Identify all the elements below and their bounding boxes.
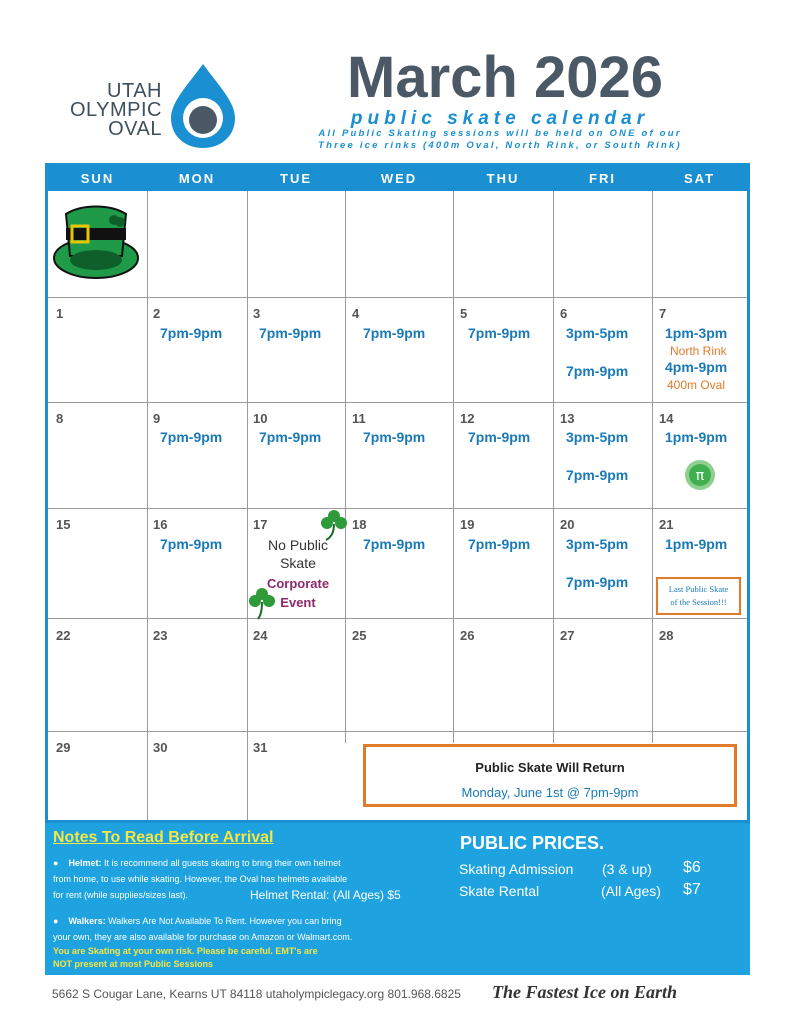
- day-number: 22: [56, 628, 71, 643]
- session-time: 7pm-9pm: [468, 325, 531, 341]
- helmet-label: Helmet:: [68, 858, 102, 868]
- session-time: 7pm-9pm: [468, 536, 531, 552]
- day-number: 5: [460, 306, 468, 321]
- weekday-sun: SUN: [80, 171, 115, 186]
- rink-note: [250, 128, 750, 152]
- contact-info: 5662 S Cougar Lane, Kearns UT 84118 utaholympiclegacy.org 801.968.6825: [52, 987, 461, 1001]
- helmet-rental-price: Helmet Rental: (All Ages) $5: [250, 888, 401, 902]
- weekday-sat: SAT: [683, 171, 716, 186]
- leprechaun-hat-icon: [52, 200, 142, 282]
- day-number: 21: [659, 517, 674, 532]
- grid-line: [453, 191, 454, 743]
- session-time: 7pm-9pm: [160, 536, 223, 552]
- rink-note-line-1: All Public Skating sessions will be held on ONE of our: [318, 128, 682, 139]
- session-time: 7pm-9pm: [566, 363, 629, 379]
- day-number: 17: [253, 517, 268, 532]
- grid-line: [652, 191, 653, 743]
- notes-and-prices-panel: [45, 823, 750, 975]
- session-time: 7pm-9pm: [363, 429, 426, 445]
- day-number: 26: [460, 628, 475, 643]
- weekday-header: [48, 166, 747, 191]
- rink-label: North Rink: [670, 344, 727, 358]
- session-time: 3pm-5pm: [566, 429, 629, 445]
- pi-day-icon: [684, 459, 716, 491]
- bullet-icon: ●: [53, 858, 69, 868]
- logo-line-1: UTAH: [107, 80, 162, 102]
- walkers-label: Walkers:: [68, 916, 106, 926]
- helmet-text-2: from home, to use while skating. However, the Oval has helmets available: [53, 874, 348, 884]
- day-number: 19: [460, 517, 475, 532]
- day-number: 15: [56, 517, 71, 532]
- walkers-note: [53, 913, 453, 971]
- warning-line-2: NOT present at most Public Sessions: [53, 959, 214, 969]
- water-drop-icon: [167, 62, 239, 150]
- grid-line: [48, 731, 747, 732]
- grid-line: [247, 191, 248, 820]
- page-title: March 2026: [347, 45, 663, 110]
- session-time: 7pm-9pm: [363, 325, 426, 341]
- day-number: 20: [560, 517, 575, 532]
- day-number: 18: [352, 517, 367, 532]
- helmet-text-1: It is recommend all guests skating to bring their own helmet: [101, 858, 341, 868]
- walkers-text-1: Walkers Are Not Available To Rent. However you can bring: [105, 916, 342, 926]
- session-time: 4pm-9pm: [665, 359, 728, 375]
- walkers-text-2: your own, they are also available for purchase on Amazon or Walmart.com.: [53, 932, 353, 942]
- day-number: 2: [153, 306, 161, 321]
- admission-price: $6: [683, 859, 701, 876]
- day-number: 8: [56, 411, 64, 426]
- prices-title: PUBLIC PRICES.: [460, 833, 605, 853]
- session-time: 7pm-9pm: [566, 467, 629, 483]
- weekday-tue: TUE: [280, 171, 312, 186]
- last-session-line-2: of the Session!!!: [670, 597, 727, 607]
- weekday-wed: WED: [380, 171, 418, 186]
- day-number: 24: [253, 628, 268, 643]
- day-number: 4: [352, 306, 360, 321]
- helmet-text-3: for rent (while supplies/sizes last).: [53, 890, 189, 900]
- session-time: 7pm-9pm: [363, 536, 426, 552]
- session-time: 1pm-9pm: [665, 429, 728, 445]
- rental-label: Skate Rental: [459, 883, 540, 899]
- day-number: 6: [560, 306, 568, 321]
- last-session-callout: [656, 577, 741, 615]
- weekday-mon: MON: [178, 171, 216, 186]
- utah-olympic-oval-logo: [52, 62, 247, 152]
- no-public-skate-text: [248, 536, 348, 572]
- rental-ages: (All Ages): [601, 883, 661, 899]
- day-number: 23: [153, 628, 168, 643]
- page-subtitle: public skate calendar: [350, 108, 650, 129]
- day-number: 12: [460, 411, 475, 426]
- day-number: 10: [253, 411, 268, 426]
- session-time: 3pm-5pm: [566, 536, 629, 552]
- rink-note-line-2: Three ice rinks (400m Oval, North Rink, or South Rink): [318, 140, 682, 151]
- session-time: 7pm-9pm: [160, 325, 223, 341]
- session-time: 1pm-9pm: [665, 536, 728, 552]
- tagline: The Fastest Ice on Earth: [492, 982, 678, 1002]
- svg-text:π: π: [695, 468, 705, 484]
- day-number: 1: [56, 306, 64, 321]
- admission-label: Skating Admission: [459, 861, 574, 877]
- logo-text: [52, 82, 162, 139]
- grid-line: [48, 297, 747, 298]
- session-time: 7pm-9pm: [566, 574, 629, 590]
- day-number: 25: [352, 628, 367, 643]
- day-number: 30: [153, 740, 168, 755]
- day-number: 28: [659, 628, 674, 643]
- return-title: Public Skate Will Return: [475, 760, 625, 775]
- day-number: 11: [352, 411, 366, 426]
- session-time: 1pm-3pm: [665, 325, 728, 341]
- return-date: Monday, June 1st @ 7pm-9pm: [461, 785, 639, 800]
- grid-line: [48, 508, 747, 509]
- skate-return-callout: [363, 744, 737, 807]
- last-session-line-1: Last Public Skate: [668, 584, 729, 594]
- day-number: 14: [659, 411, 674, 426]
- day-number: 13: [560, 411, 575, 426]
- warning-line-1: You are Skating at your own risk. Please be careful. EMT's are: [53, 946, 318, 956]
- grid-line: [48, 618, 747, 619]
- rink-label: 400m Oval: [667, 378, 726, 392]
- grid-line: [345, 191, 346, 743]
- logo-line-2: OLYMPIC: [69, 99, 162, 121]
- session-time: 7pm-9pm: [468, 429, 531, 445]
- weekday-thu: THU: [486, 171, 520, 186]
- weekday-fri: FRI: [589, 171, 616, 186]
- day-number: 16: [153, 517, 168, 532]
- session-time: 7pm-9pm: [160, 429, 223, 445]
- grid-line: [147, 191, 148, 820]
- corporate-line-2: Event: [280, 595, 316, 610]
- session-time: 7pm-9pm: [259, 325, 322, 341]
- rental-price: $7: [683, 881, 701, 898]
- calendar-grid: [45, 163, 750, 823]
- day-number: 7: [659, 306, 667, 321]
- corporate-line-1: Corporate: [266, 576, 330, 591]
- day-number: 29: [56, 740, 71, 755]
- logo-line-3: OVAL: [108, 118, 162, 140]
- grid-line: [553, 191, 554, 743]
- day-number: 3: [253, 306, 261, 321]
- day-number: 31: [253, 740, 268, 755]
- grid-line: [48, 402, 747, 403]
- day-number: 9: [153, 411, 161, 426]
- shamrock-icon: [248, 586, 276, 620]
- session-time: 7pm-9pm: [259, 429, 322, 445]
- bullet-icon: ●: [53, 916, 69, 926]
- no-public-line-2: Skate: [280, 555, 316, 571]
- admission-ages: (3 & up): [602, 861, 652, 877]
- day-number: 27: [560, 628, 575, 643]
- notes-title: Notes To Read Before Arrival: [53, 829, 274, 846]
- no-public-line-1: No Public: [268, 537, 328, 553]
- session-time: 3pm-5pm: [566, 325, 629, 341]
